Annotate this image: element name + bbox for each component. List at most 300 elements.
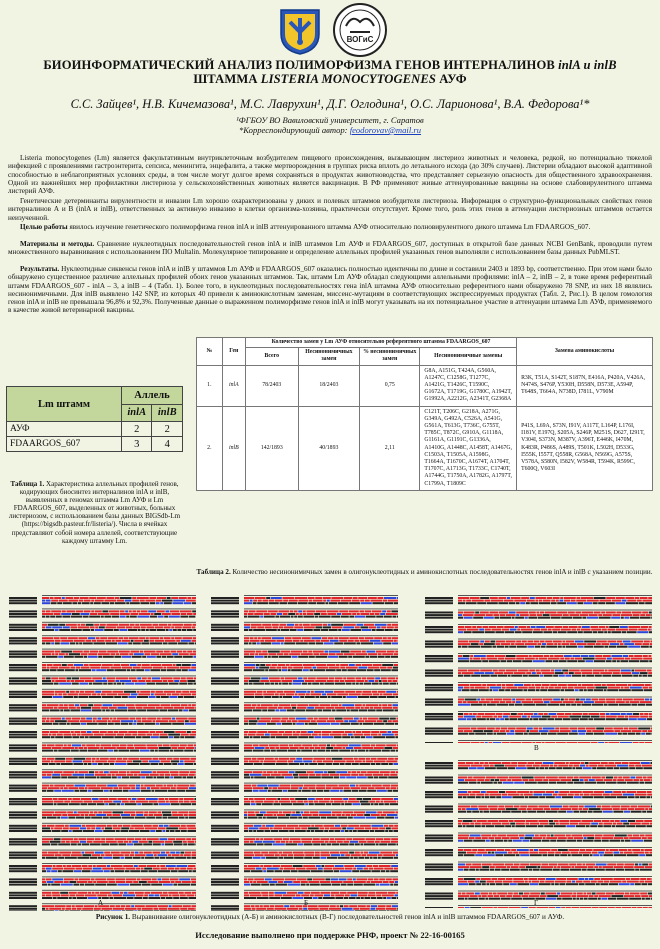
sequence-segment bbox=[93, 683, 103, 685]
t2-cell: 2,11 bbox=[360, 406, 420, 490]
sequence-segment bbox=[512, 701, 515, 703]
sequence-segment bbox=[281, 841, 285, 843]
sequence-segment bbox=[265, 758, 274, 760]
sequence-segment bbox=[103, 677, 106, 679]
sequence-segment bbox=[384, 803, 389, 805]
sequence-segment bbox=[353, 817, 365, 819]
sequence-segment bbox=[103, 683, 107, 685]
sequence-segment bbox=[188, 843, 195, 845]
sequence-segment bbox=[505, 765, 517, 767]
sequence-segment bbox=[494, 617, 499, 619]
sequence-segment bbox=[253, 787, 264, 789]
sequence-segment bbox=[160, 868, 167, 870]
sequence-segment bbox=[275, 905, 284, 907]
sequence-segment bbox=[532, 742, 535, 743]
sequence-segment bbox=[386, 827, 391, 829]
sequence-segment bbox=[498, 675, 507, 677]
sequence-segment bbox=[132, 610, 136, 612]
sequence-segment bbox=[95, 691, 101, 693]
sequence-segment bbox=[72, 677, 79, 679]
sequence-segment bbox=[483, 765, 489, 767]
sequence-segment bbox=[539, 728, 542, 730]
sequence-segment bbox=[607, 864, 616, 866]
sequence-segment bbox=[342, 734, 347, 736]
sequence-segment bbox=[263, 841, 275, 843]
sequence-segment bbox=[361, 897, 364, 899]
sequence-segment bbox=[334, 760, 346, 762]
sequence-segment bbox=[343, 790, 351, 792]
sequence-segment bbox=[373, 865, 378, 867]
sequence-segment bbox=[274, 758, 278, 760]
sequence-label bbox=[9, 838, 37, 840]
sequence-segment bbox=[567, 660, 577, 662]
sequence-segment bbox=[52, 734, 56, 736]
sequence-segment bbox=[138, 693, 150, 695]
sequence-segment bbox=[359, 637, 364, 639]
sequence-segment bbox=[532, 881, 539, 883]
sequence-segment bbox=[514, 672, 526, 674]
sequence-segment bbox=[180, 894, 186, 896]
sequence-segment bbox=[153, 803, 158, 805]
sequence-segment bbox=[346, 838, 352, 840]
sequence-segment bbox=[82, 602, 90, 604]
email-link[interactable]: feodorovav@mail.ru bbox=[349, 125, 422, 135]
sequence-segment bbox=[367, 776, 373, 778]
sequence-segment bbox=[180, 610, 192, 612]
sequence-segment bbox=[165, 798, 168, 800]
sequence-segment bbox=[553, 660, 558, 662]
sequence-segment bbox=[578, 626, 581, 628]
sequence-segment bbox=[539, 796, 545, 798]
sequence-segment bbox=[271, 830, 278, 832]
sequence-segment bbox=[547, 835, 550, 837]
sequence-segment bbox=[144, 852, 152, 854]
sequence-segment bbox=[493, 733, 496, 735]
sequence-segment bbox=[325, 841, 329, 843]
sequence-segment bbox=[641, 849, 644, 851]
sequence-segment bbox=[516, 767, 527, 769]
sequence-segment bbox=[577, 602, 583, 604]
sequence-segment bbox=[545, 767, 548, 769]
sequence-segment bbox=[394, 825, 398, 827]
sequence-segment bbox=[623, 655, 628, 657]
sequence-label bbox=[425, 796, 453, 798]
sequence-segment bbox=[506, 701, 512, 703]
sequence-label bbox=[211, 610, 239, 612]
sequence-segment bbox=[42, 691, 54, 693]
sequence-segment bbox=[276, 667, 281, 669]
sequence-segment bbox=[188, 718, 196, 720]
sequence-segment bbox=[580, 907, 591, 908]
sequence-segment bbox=[169, 736, 173, 738]
sequence-segment bbox=[539, 852, 547, 854]
sequence-segment bbox=[46, 868, 52, 870]
sequence-segment bbox=[301, 653, 313, 655]
sequence-segment bbox=[71, 843, 77, 845]
sequence-segment bbox=[514, 782, 524, 784]
sequence-segment bbox=[91, 878, 95, 880]
alignment-ruler bbox=[42, 608, 196, 609]
sequence-segment bbox=[67, 720, 79, 722]
sequence-segment bbox=[256, 908, 266, 910]
sequence-segment bbox=[506, 684, 514, 686]
sequence-segment bbox=[266, 817, 277, 819]
sequence-segment bbox=[526, 672, 531, 674]
sequence-segment bbox=[374, 707, 382, 709]
sequence-segment bbox=[371, 825, 383, 827]
sequence-segment bbox=[527, 762, 534, 764]
sequence-segment bbox=[293, 803, 305, 805]
sequence-segment bbox=[293, 734, 300, 736]
sequence-segment bbox=[244, 667, 255, 669]
sequence-segment bbox=[319, 704, 330, 706]
sequence-segment bbox=[147, 881, 158, 883]
sequence-segment bbox=[498, 658, 504, 660]
sequence-segment bbox=[388, 680, 392, 682]
sequence-segment bbox=[298, 817, 302, 819]
sequence-segment bbox=[486, 791, 498, 793]
sequence-segment bbox=[546, 626, 554, 628]
sequence-segment bbox=[244, 905, 250, 907]
sequence-segment bbox=[620, 626, 628, 628]
sequence-segment bbox=[651, 796, 652, 798]
sequence-label bbox=[9, 817, 37, 819]
sequence-segment bbox=[573, 617, 582, 619]
sequence-segment bbox=[566, 704, 571, 706]
sequence-segment bbox=[608, 742, 619, 743]
sequence-segment bbox=[279, 744, 288, 746]
sequence-segment bbox=[529, 614, 536, 616]
sequence-segment bbox=[397, 801, 398, 803]
sequence-segment bbox=[458, 808, 461, 810]
sequence-segment bbox=[285, 637, 292, 639]
sequence-segment bbox=[517, 791, 529, 793]
sequence-label bbox=[9, 776, 37, 778]
sequence-segment bbox=[648, 597, 652, 599]
sequence-segment bbox=[527, 811, 536, 813]
sequence-segment bbox=[516, 701, 521, 703]
sequence-segment bbox=[495, 825, 505, 827]
sequence-segment bbox=[335, 838, 346, 840]
sequence-segment bbox=[140, 602, 149, 604]
sequence-segment bbox=[631, 670, 634, 672]
sequence-segment bbox=[244, 771, 252, 773]
poster-title: БИОИНФОРМАТИЧЕСКИЙ АНАЛИЗ ПОЛИМОРФИЗМА ГЕНОВ ИНТЕРНАЛИНОВ inlA и inlB ШТАММА LISTERIA MONOCYTOGENES АУФ bbox=[43, 58, 617, 86]
sequence-segment bbox=[124, 811, 135, 813]
sequence-segment bbox=[157, 776, 164, 778]
sequence-segment bbox=[495, 840, 503, 842]
sequence-segment bbox=[342, 908, 353, 910]
sequence-segment bbox=[135, 852, 139, 854]
sequence-segment bbox=[351, 723, 359, 725]
sequence-segment bbox=[536, 687, 540, 689]
sequence-segment bbox=[135, 747, 147, 749]
sequence-segment bbox=[103, 817, 109, 819]
sequence-segment bbox=[244, 908, 251, 910]
sequence-label bbox=[9, 803, 37, 805]
sequence-segment bbox=[87, 827, 91, 829]
sequence-segment bbox=[261, 677, 268, 679]
sequence-segment bbox=[553, 597, 560, 599]
sequence-segment bbox=[244, 597, 254, 599]
sequence-segment bbox=[380, 731, 387, 733]
sequence-segment bbox=[302, 790, 311, 792]
sequence-segment bbox=[533, 728, 538, 730]
sequence-segment bbox=[323, 870, 333, 872]
sequence-segment bbox=[329, 667, 340, 669]
sequence-segment bbox=[160, 865, 165, 867]
sequence-label bbox=[211, 827, 239, 829]
sequence-segment bbox=[362, 629, 371, 631]
sequence-segment bbox=[360, 843, 363, 845]
sequence-segment bbox=[310, 693, 321, 695]
sequence-segment bbox=[354, 736, 360, 738]
sequence-segment bbox=[153, 667, 163, 669]
sequence-segment bbox=[602, 820, 610, 822]
sequence-segment bbox=[320, 881, 330, 883]
sequence-segment bbox=[156, 696, 160, 698]
sequence-segment bbox=[54, 785, 65, 787]
sequence-segment bbox=[343, 626, 354, 628]
sequence-segment bbox=[595, 655, 602, 657]
sequence-segment bbox=[624, 811, 630, 813]
sequence-segment bbox=[52, 878, 63, 880]
sequence-segment bbox=[162, 600, 173, 602]
sequence-segment bbox=[180, 744, 187, 746]
sequence-segment bbox=[303, 624, 310, 626]
sequence-segment bbox=[117, 707, 127, 709]
sequence-segment bbox=[458, 660, 469, 662]
sequence-segment bbox=[136, 894, 144, 896]
sequence-segment bbox=[258, 720, 270, 722]
sequence-segment bbox=[308, 597, 315, 599]
sequence-segment bbox=[469, 837, 475, 839]
sequence-segment bbox=[70, 642, 75, 644]
sequence-segment bbox=[191, 664, 196, 666]
sequence-segment bbox=[633, 742, 639, 743]
sequence-segment bbox=[645, 742, 652, 743]
sequence-segment bbox=[301, 910, 308, 911]
sequence-segment bbox=[152, 878, 157, 880]
sequence-segment bbox=[365, 680, 368, 682]
sequence-segment bbox=[80, 613, 89, 615]
sequence-segment bbox=[336, 771, 347, 773]
sequence-segment bbox=[538, 878, 545, 880]
sequence-segment bbox=[345, 731, 352, 733]
sequence-segment bbox=[153, 908, 158, 910]
sequence-segment bbox=[340, 776, 346, 778]
sequence-segment bbox=[244, 653, 249, 655]
sequence-segment bbox=[648, 883, 652, 885]
sequence-segment bbox=[75, 704, 79, 706]
sequence-segment bbox=[68, 814, 80, 816]
sequence-segment bbox=[81, 707, 91, 709]
sequence-segment bbox=[368, 718, 379, 720]
sequence-segment bbox=[260, 760, 263, 762]
sequence-label bbox=[425, 895, 453, 897]
sequence-segment bbox=[314, 736, 321, 738]
sequence-segment bbox=[351, 736, 354, 738]
sequence-segment bbox=[614, 837, 623, 839]
sequence-segment bbox=[257, 785, 267, 787]
sequence-segment bbox=[146, 817, 155, 819]
sequence-segment bbox=[594, 820, 601, 822]
sequence-segment bbox=[548, 713, 556, 715]
sequence-segment bbox=[115, 905, 120, 907]
sequence-segment bbox=[178, 642, 188, 644]
sequence-segment bbox=[92, 731, 99, 733]
sequence-segment bbox=[184, 798, 194, 800]
sequence-segment bbox=[169, 683, 179, 685]
sequence-segment bbox=[109, 707, 117, 709]
sequence-segment bbox=[298, 610, 302, 612]
sequence-segment bbox=[269, 892, 274, 894]
sequence-label bbox=[211, 803, 239, 805]
sequence-segment bbox=[323, 897, 335, 899]
sequence-segment bbox=[540, 675, 543, 677]
sequence-segment bbox=[78, 776, 84, 778]
sequence-segment bbox=[126, 881, 133, 883]
sequence-segment bbox=[52, 626, 62, 628]
sequence-segment bbox=[61, 841, 65, 843]
sequence-segment bbox=[485, 742, 488, 743]
sequence-segment bbox=[148, 841, 152, 843]
sequence-segment bbox=[362, 731, 371, 733]
sequence-segment bbox=[510, 883, 517, 885]
sequence-label bbox=[211, 774, 239, 776]
sequence-segment bbox=[244, 803, 250, 805]
sequence-label bbox=[9, 664, 37, 666]
sequence-segment bbox=[92, 760, 95, 762]
sequence-segment bbox=[530, 893, 540, 895]
sequence-segment bbox=[130, 651, 139, 653]
sequence-segment bbox=[574, 782, 584, 784]
alignment-ruler bbox=[458, 833, 652, 834]
sequence-segment bbox=[463, 600, 466, 602]
sequence-segment bbox=[170, 750, 173, 752]
sequence-segment bbox=[468, 881, 475, 883]
sequence-segment bbox=[344, 720, 348, 722]
sequence-segment bbox=[80, 814, 84, 816]
sequence-segment bbox=[525, 658, 535, 660]
sequence-segment bbox=[312, 667, 316, 669]
sequence-segment bbox=[477, 767, 484, 769]
sequence-segment bbox=[364, 734, 370, 736]
sequence-segment bbox=[581, 629, 591, 631]
sequence-segment bbox=[120, 616, 126, 618]
sequence-label bbox=[9, 597, 37, 599]
sequence-segment bbox=[359, 763, 370, 765]
sequence-segment bbox=[339, 610, 348, 612]
sequence-segment bbox=[303, 616, 314, 618]
sequence-segment bbox=[332, 814, 336, 816]
sequence-segment bbox=[303, 817, 308, 819]
sequence-segment bbox=[296, 691, 307, 693]
sequence-segment bbox=[144, 811, 148, 813]
sequence-segment bbox=[350, 629, 361, 631]
sequence-segment bbox=[52, 680, 55, 682]
sequence-segment bbox=[603, 854, 613, 856]
sequence-segment bbox=[458, 728, 470, 730]
sequence-label bbox=[425, 811, 453, 813]
sequence-segment bbox=[544, 655, 549, 657]
sequence-segment bbox=[180, 616, 188, 618]
sequence-segment bbox=[298, 602, 308, 604]
sequence-segment bbox=[549, 767, 556, 769]
sequence-segment bbox=[295, 830, 306, 832]
sequence-segment bbox=[397, 908, 398, 910]
sequence-segment bbox=[274, 892, 286, 894]
sequence-segment bbox=[468, 670, 480, 672]
sequence-label bbox=[9, 709, 37, 711]
sequence-segment bbox=[522, 779, 528, 781]
sequence-segment bbox=[571, 854, 582, 856]
sequence-segment bbox=[516, 823, 525, 825]
sequence-segment bbox=[112, 616, 119, 618]
sequence-segment bbox=[341, 803, 344, 805]
sequence-segment bbox=[463, 701, 467, 703]
sequence-segment bbox=[169, 798, 179, 800]
sequence-segment bbox=[594, 597, 606, 599]
sequence-segment bbox=[372, 785, 382, 787]
sequence-segment bbox=[319, 814, 331, 816]
sequence-segment bbox=[62, 664, 67, 666]
sequence-segment bbox=[511, 643, 515, 645]
sequence-segment bbox=[336, 905, 339, 907]
sequence-segment bbox=[499, 612, 508, 614]
sequence-segment bbox=[79, 750, 87, 752]
sequence-segment bbox=[307, 691, 310, 693]
sequence-segment bbox=[249, 830, 253, 832]
sequence-segment bbox=[458, 658, 469, 660]
sequence-segment bbox=[645, 699, 649, 701]
sequence-segment bbox=[639, 675, 642, 677]
sequence-segment bbox=[482, 866, 489, 868]
sequence-segment bbox=[265, 669, 268, 671]
alignment-ruler bbox=[244, 635, 398, 636]
sequence-segment bbox=[321, 776, 333, 778]
sequence-segment bbox=[625, 840, 631, 842]
sequence-segment bbox=[310, 894, 314, 896]
sequence-segment bbox=[256, 610, 267, 612]
sequence-segment bbox=[114, 838, 126, 840]
sequence-segment bbox=[186, 825, 195, 827]
sequence-segment bbox=[394, 758, 398, 760]
sequence-segment bbox=[386, 870, 390, 872]
sequence-segment bbox=[115, 640, 121, 642]
sequence-segment bbox=[606, 701, 615, 703]
sequence-segment bbox=[529, 612, 536, 614]
sequence-segment bbox=[74, 597, 79, 599]
sequence-segment bbox=[251, 677, 261, 679]
sequence-segment bbox=[589, 878, 594, 880]
sequence-segment bbox=[324, 683, 334, 685]
sequence-segment bbox=[469, 869, 475, 871]
sequence-segment bbox=[530, 864, 541, 866]
sequence-segment bbox=[151, 653, 159, 655]
sequence-segment bbox=[568, 794, 574, 796]
sequence-segment bbox=[96, 744, 100, 746]
sequence-segment bbox=[319, 827, 324, 829]
sequence-segment bbox=[522, 660, 532, 662]
sequence-segment bbox=[189, 709, 196, 711]
sequence-segment bbox=[310, 811, 319, 813]
sequence-segment bbox=[531, 684, 534, 686]
sequence-segment bbox=[308, 908, 319, 910]
sequence-segment bbox=[131, 852, 134, 854]
sequence-segment bbox=[584, 898, 588, 900]
sequence-segment bbox=[93, 718, 97, 720]
